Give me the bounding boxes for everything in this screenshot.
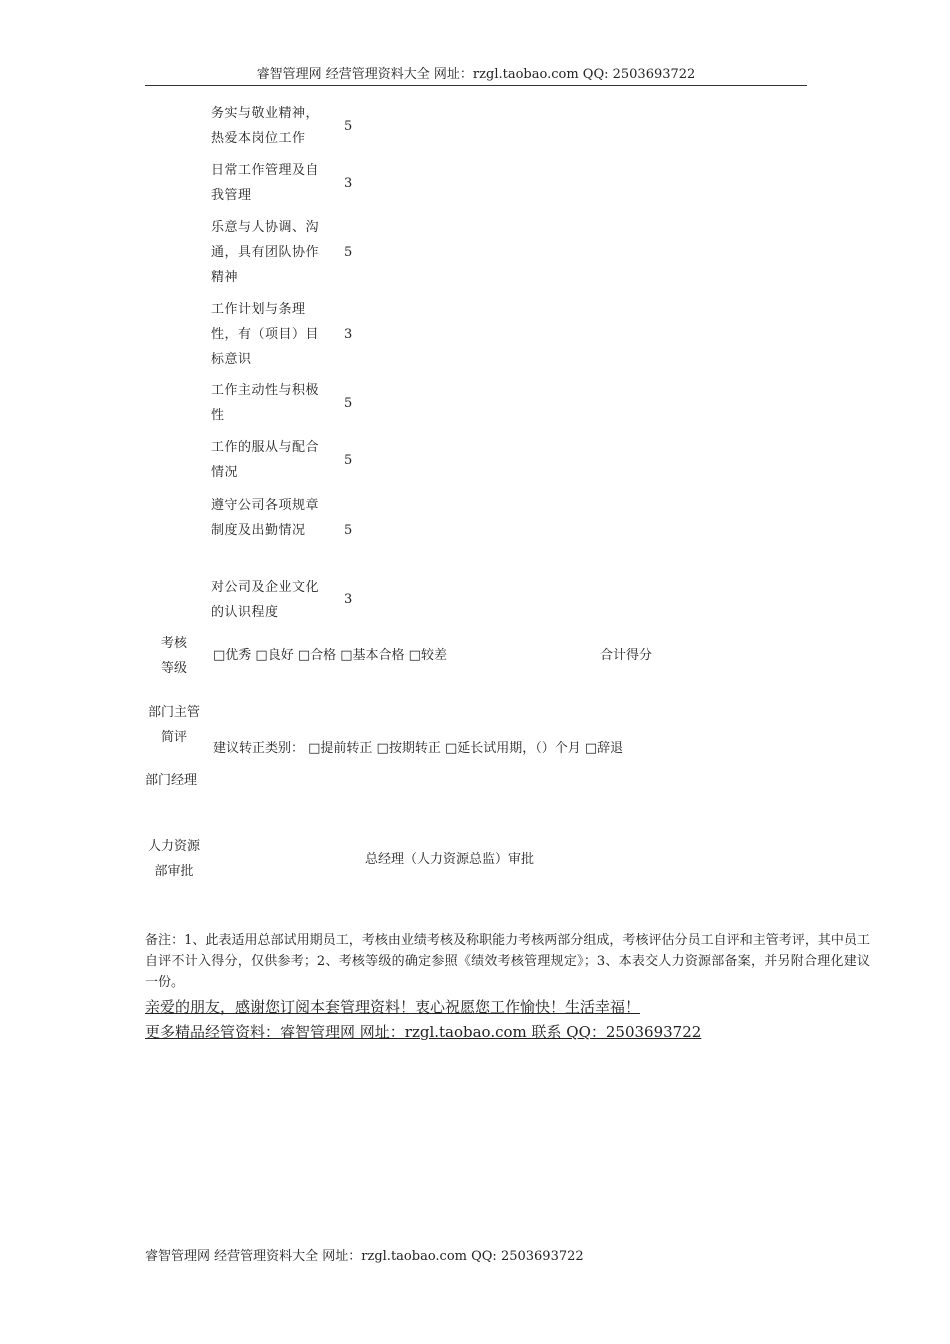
criterion-label: 务实与敬业精神，热爱本岗位工作 [211,106,320,146]
remarks: 备注：1、此表适用总部试用期员工，考核由业绩考核及称职能力考核两部分组成，考核评估分员工自评和主管考评，其中员工自评不计入得分，仅供参考；2、考核等级的确定参照《绩效考核管理规定》；3、本表交人力资源部备案，并另附合理化建议一份。 [145,933,870,990]
criterion-label: 工作的服从与配合情况 [211,440,320,480]
criterion-label: 日常工作管理及自我管理 [211,163,320,203]
grade-options[interactable]: □优秀 □良好 □合格 □基本合格 □较差 [213,648,447,663]
page-footer: 睿智管理网 经营管理资料大全 网址：rzgl.taobao.com QQ: 2503693722 [145,1249,584,1264]
gm-approval-label: 总经理（人力资源总监）审批 [365,852,535,867]
supervisor-comment-label: 部门主管简评 [147,705,200,745]
criterion-score: 3 [344,592,353,607]
criterion-label: 遵守公司各项规章制度及出勤情况 [211,498,320,538]
header-divider [145,85,807,86]
criterion-score: 5 [344,119,353,134]
confirmation-suggestion[interactable]: 建议转正类别： □提前转正 □按期转正 □延长试用期，（）个月 □辞退 [213,741,624,756]
criterion-label: 对公司及企业文化的认识程度 [211,580,320,620]
grade-label: 考核等级 [160,636,187,676]
more-resources-line: 更多精品经管资料：睿智管理网 网址：rzgl.taobao.com 联系 QQ：2503693722 [145,1023,702,1041]
criterion-label: 工作计划与条理性，有（项目）目标意识 [211,302,320,367]
thanks-line: 亲爱的朋友，感谢您订阅本套管理资料！衷心祝愿您工作愉快！生活幸福！ [145,998,641,1016]
criterion-label: 工作主动性与积极性 [211,383,320,423]
criterion-score: 3 [344,176,353,191]
criterion-label: 乐意与人协调、沟通，具有团队协作精神 [211,220,320,285]
total-score-label: 合计得分 [600,648,653,663]
criterion-score: 5 [344,245,353,260]
criterion-score: 5 [344,453,353,468]
criterion-score: 5 [344,523,353,538]
page-header: 睿智管理网 经营管理资料大全 网址：rzgl.taobao.com QQ: 2503693722 [256,67,696,82]
criterion-score: 3 [344,327,353,342]
criterion-score: 5 [344,396,353,411]
department-manager-label: 部门经理 [145,773,198,788]
hr-approval-label: 人力资源部审批 [147,839,200,879]
